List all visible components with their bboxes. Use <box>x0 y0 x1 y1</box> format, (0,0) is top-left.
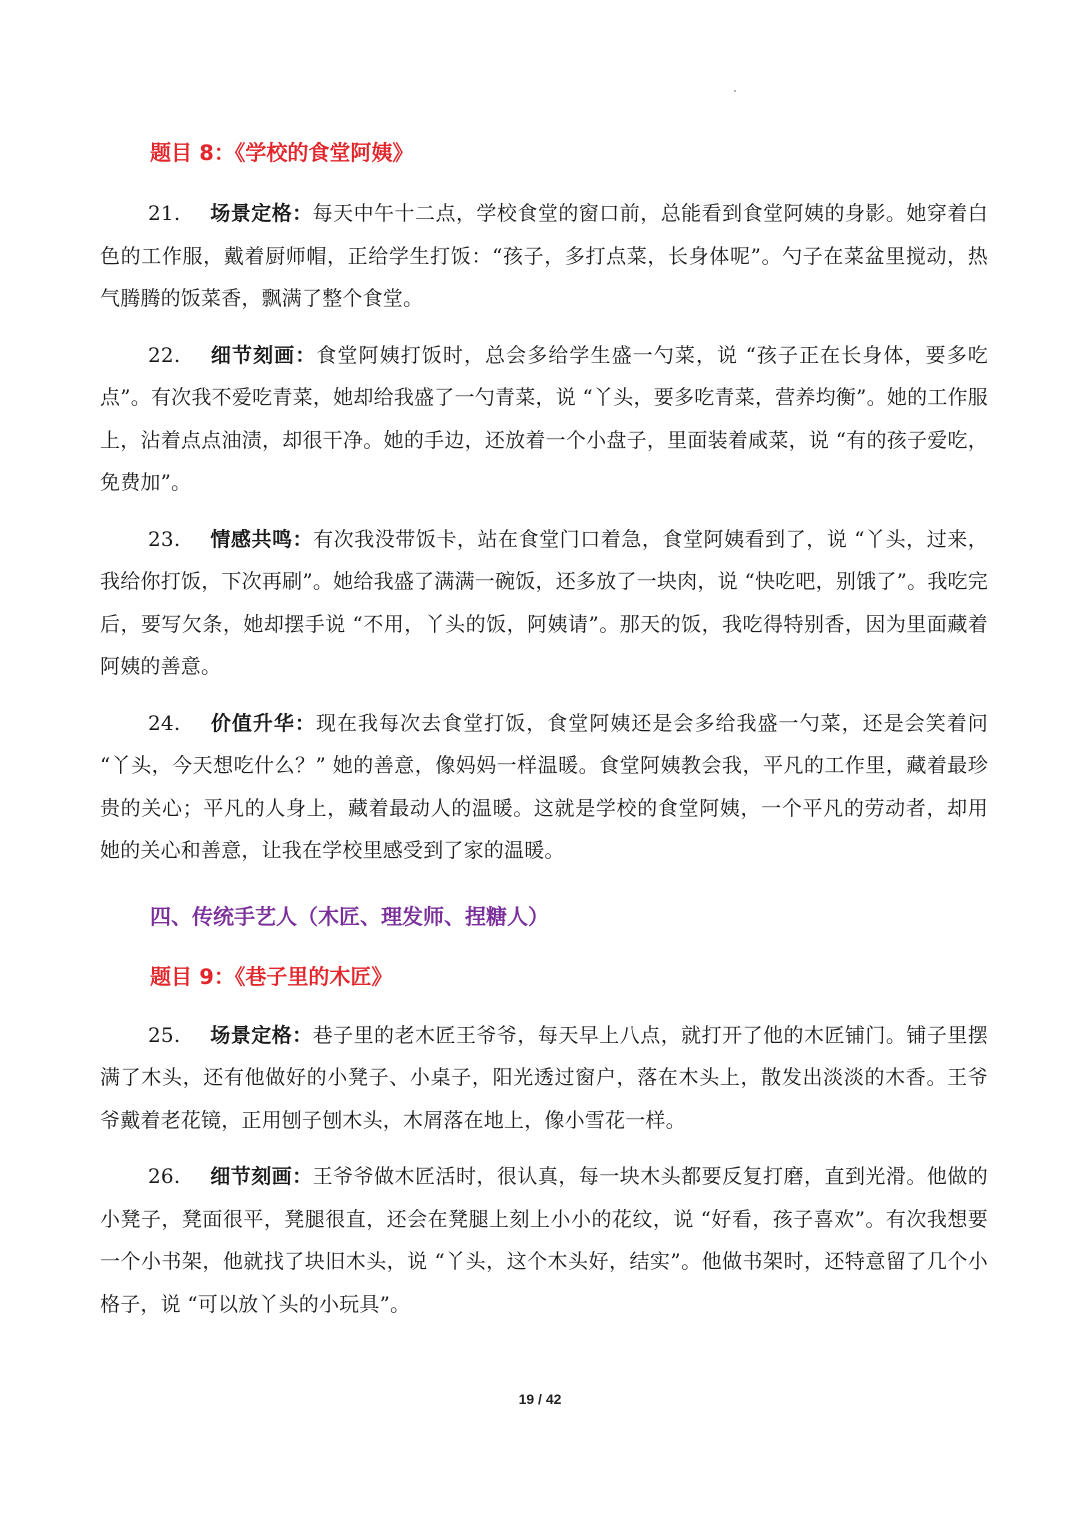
paragraph-label: 情感共鸣： <box>210 526 314 551</box>
paragraph-number: 22. <box>148 342 181 367</box>
paragraph-23 <box>100 518 988 688</box>
paragraph-number: 23. <box>148 526 181 551</box>
paragraph-number: 24. <box>148 710 181 735</box>
paragraph-text: 王爷爷做木匠活时，很认真，每一块木头都要反复打磨，直到光滑。他做的小凳子，凳面很平，凳腿很直，还会在凳腿上刻上小小的花纹，说 “好看，孩子喜欢”。有次我想要一个小书架，他就找了块旧木头，说 “丫头，这个木头好，结实”。他做书架时，还特意留了几个小格子，说 “可以放丫头的小玩具”。 <box>100 1164 988 1316</box>
paragraph-number: 25. <box>148 1022 181 1047</box>
paragraph-label: 场景定格： <box>210 1022 313 1047</box>
paragraph-22 <box>100 334 988 504</box>
paragraph-number: 21. <box>148 201 181 225</box>
paragraph-text: 现在我每次去食堂打饭，食堂阿姨还是会多给我盛一勺菜，还是会笑着问 “丫头，今天想吃什么？” 她的善意，像妈妈一样温暖。食堂阿姨教会我，平凡的工作里，藏着最珍贵的关心；平凡的人身上，藏着最动人的温暖。这就是学校的食堂阿姨，一个平凡的劳动者，却用她的关心和善意，让我在学校里感受到了家的温暖。 <box>100 710 989 862</box>
paragraph-label: 价值升华： <box>210 710 316 735</box>
paragraph-label: 场景定格： <box>210 201 313 225</box>
topic-9-title: 题目 9：《巷子里的木匠》 <box>150 964 393 989</box>
paragraph-25 <box>100 1014 988 1142</box>
paragraph-text: 每天中午十二点，学校食堂的窗口前，总能看到食堂阿姨的身影。她穿着白色的工作服，戴着厨师帽，正给学生打饭：“孩子，多打点菜，长身体呢”。勺子在菜盆里搅动，热气腾腾的饭菜香，飘满了整个食堂。 <box>100 201 988 310</box>
paragraph-21 <box>100 192 988 320</box>
topic-8-title: 题目 8：《学校的食堂阿姨》 <box>150 141 414 165</box>
page-number: 19 / 42 <box>518 1391 562 1407</box>
paragraph-text: 巷子里的老木匠王爷爷，每天早上八点，就打开了他的木匠铺门。铺子里摆满了木头，还有他做好的小凳子、小桌子，阳光透过窗户，落在木头上，散发出淡淡的木香。王爷爷戴着老花镜，正用刨子刨木头，木屑落在地上，像小雪花一样。 <box>100 1022 988 1132</box>
page-content <box>100 128 988 1339</box>
paragraph-number: 26. <box>148 1164 181 1188</box>
paragraph-24 <box>100 702 988 872</box>
paragraph-label: 细节刻画： <box>210 342 317 367</box>
section-4-heading: 四、传统手艺人（木匠、理发师、捏糖人） <box>150 904 549 929</box>
paragraph-label: 细节刻画： <box>210 1164 313 1188</box>
paragraph-text: 有次我没带饭卡，站在食堂门口着急，食堂阿姨看到了，说 “丫头，过来，我给你打饭，下次再刷”。她给我盛了满满一碗饭，还多放了一块肉，说 “快吃吧，别饿了”。我吃完后，要写欠条，她却摆手说 “不用，丫头的饭，阿姨请”。那天的饭，我吃得特别香，因为里面藏着阿姨的善意。 <box>100 526 988 678</box>
paragraph-text: 食堂阿姨打饭时，总会多给学生盛一勺菜，说 “孩子正在长身体，要多吃点”。有次我不爱吃青菜，她却给我盛了一勺青菜，说 “丫头，要多吃青菜，营养均衡”。她的工作服上，沾着点点油渍，却很干净。她的手边，还放着一个小盘子，里面装着咸菜，说 “有的孩子爱吃，免费加”。 <box>100 342 988 494</box>
paragraph-26 <box>100 1155 988 1325</box>
scan-dot <box>734 90 736 92</box>
